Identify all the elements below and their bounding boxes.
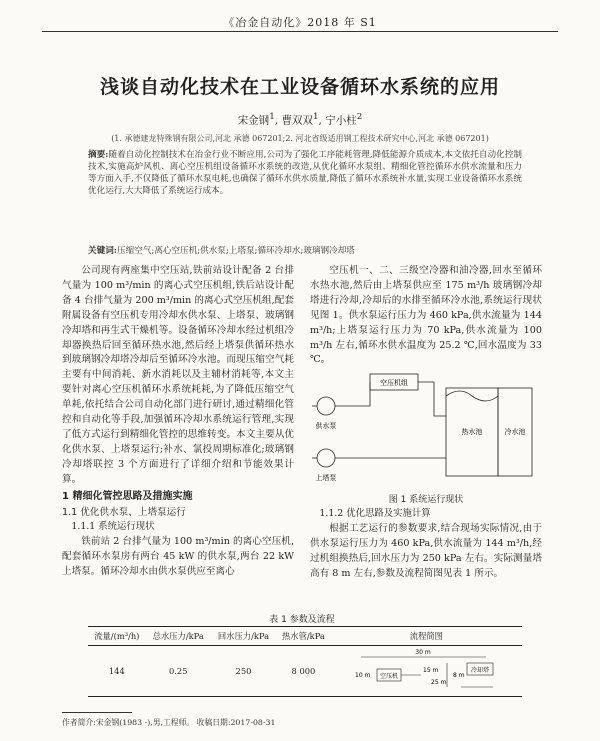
parameter-table	[88, 626, 522, 697]
table-cell: 0.25	[146, 646, 211, 697]
dim-label: 8 m	[453, 672, 465, 679]
paragraph: 公司现有两座集中空压站,铁前站设计配备 2 台排气量为 100 m³/min 的离心式空压机组,铁后站设计配备 4 台排气量为 200 m³/min 的离心式空压机组,配套附属设备有空压机专用冷却水供水泵、上塔泵、玻璃钢冷却塔和再生式干燥机等。设备循环冷却水经过机组冷却器换热后回至循环热水池,然后经上塔泵供循环热水到玻璃钢冷却塔冷却后至循环冷水池。而现压缩空气耗主要有中间消耗、新水消耗以及主辅材消耗等,本文主要针对离心空压机循环水系统耗耗,为了降低压缩空气单耗,依托结合公司自动化部门进行研讨,通过精细化管控和自动化等手段,加强循环冷却水系统运行管理,实现了低方式运行到精细化管控的思维转变。本文主要从优化供水泵、上塔泵运行;补水、氯投周期标准化;玻璃钢冷却塔联控 3 个方面进行了详细介绍和节能效果计算。	[62, 265, 294, 485]
paragraph: 铁前站 2 台排气量为 100 m³/min 的离心空压机,配套循环水泵房有两台 45 kW 的供水泵,两台 22 kW 上塔泵。循环冷却水由供水泵供应至离心	[62, 536, 294, 578]
table-header: 流量/(m³/h)	[88, 627, 146, 646]
table-cell: 8 000	[276, 646, 331, 697]
paper-title: 浅谈自动化技术在工业设备循环水系统的应用	[99, 76, 500, 98]
footnote-rule	[62, 712, 132, 713]
section-heading: 1 精细化管控思路及措施实施	[62, 490, 193, 502]
table-cell: 250	[211, 646, 276, 697]
dim-label: 15 m	[423, 667, 439, 674]
table-header: 回水压力/kPa	[211, 627, 276, 646]
body-left-column	[62, 264, 294, 580]
body-right-column-top	[310, 264, 542, 368]
author-list: 宋金钢$^1$, 曹双双$^1$, 宁小柱$^2$	[237, 112, 363, 127]
table-header: 总水压力/kPa	[146, 627, 211, 646]
subsubsection-heading: 1.1.2 优化思路及实施计算	[319, 508, 431, 519]
author-name: 宋金钢	[237, 114, 270, 127]
subsubsection-heading: 1.1.1 系统运行现状	[71, 521, 155, 533]
keywords-label: 关键词:	[88, 246, 117, 256]
subsection-heading: 1.1 优化供水泵、上塔泵运行	[62, 506, 186, 518]
body-right-column-bottom	[310, 507, 542, 582]
flow-tower-label: 冷却塔	[471, 667, 490, 674]
author-sup: 2	[356, 112, 363, 122]
dim-label: 30 m	[415, 649, 432, 656]
abstract-label: 摘要:	[88, 150, 109, 160]
table-header-row	[88, 627, 522, 646]
table-header: 流程简图	[331, 627, 522, 646]
footnote: 作者简介:宋金钢(1983 -),男,工程师。 收稿日期:2017-08-31	[62, 718, 276, 727]
hot-pool-label: 热水池	[461, 428, 483, 436]
pipe	[335, 382, 370, 406]
supply-pump-symbol	[317, 397, 335, 415]
cold-pool-label: 冷水池	[504, 428, 526, 436]
keywords	[88, 244, 522, 256]
flow-compressor-label: 空压机	[380, 673, 399, 680]
abstract	[88, 149, 522, 197]
flow-diagram-cell	[331, 646, 522, 697]
author-sup: 1	[269, 112, 275, 122]
tower-pump-label: 上塔泵	[315, 474, 337, 482]
compressor-label: 空压机组	[380, 379, 408, 387]
system-diagram	[310, 366, 542, 491]
author-name: 宁小柱	[325, 114, 357, 127]
pipe	[418, 382, 446, 416]
paragraph: 空压机一、二、三级空冷器和油冷器,回水至循环水热水池,然后由上塔泵供应至 175 m³/h 玻璃钢冷却塔进行冷却,冷却后的水排至循环冷水池,系统运行现状见图 1。供水泵运行压力为 460 kPa,供水流量为 144 m³/h;上塔泵运行压力为 70 kPa,供水流量为 100 m³/h 左右,循环水供水温度为 25.2 ℃,回水温度为 33 ℃。	[310, 265, 542, 366]
table-caption: 表 1 参数及流程	[269, 615, 335, 625]
wave-line	[446, 391, 498, 401]
flow-diagram	[351, 647, 501, 693]
header-rule	[42, 31, 558, 32]
supply-pump-label: 供水泵	[315, 422, 337, 430]
author-sup: 1	[312, 112, 319, 122]
table-cell: 144	[88, 646, 146, 697]
dim-label: 10 m	[355, 672, 371, 679]
keywords-text: 压缩空气;离心空压机;供水泵;上塔泵;循环冷却水;玻璃钢冷却塔	[116, 246, 355, 256]
figure-caption: 图 1 系统运行现状	[388, 495, 464, 505]
running-header: 《冶金自动化》2018 年 S1	[223, 16, 377, 29]
table-header: 热水管/kPa	[276, 627, 331, 646]
paragraph: 根据工艺运行的参数要求,结合现场实际情况,由于供水泵运行压力为 460 kPa,供水流量为 144 m³/h,经过机组换热后,回水压力为 250 kPa 左右。实际测量塔高有 8 m 左右,参数及流程简图见表 1 所示。	[310, 522, 542, 579]
author-name: 曹双双	[281, 114, 313, 127]
abstract-text: 随着自动化控制技术在冶金行业不断应用,公司为了强化工序能耗管理,降低能源介质成本,本文依托自动化控制技术,实施高炉风机、离心空压机组设备循环水系统的改造,从优化循环水泵组、精细化管控循环水供水流量和压力等方面入手,不仅降低了循环水泵电耗,也确保了循环水供水质量,降低了循环水系统补水量,实现工业设备循环水系统优化运行,大大降低了系统运行成本。	[88, 150, 522, 196]
affiliation: (1. 承德建龙特殊钢有限公司,河北 承德 067201;2. 河北省级适用钢工程技术研究中心,河北 承德 067201)	[111, 134, 489, 143]
table-row	[88, 646, 522, 697]
tower-pump-symbol	[317, 449, 335, 467]
dim-label: 25 m	[431, 679, 447, 686]
